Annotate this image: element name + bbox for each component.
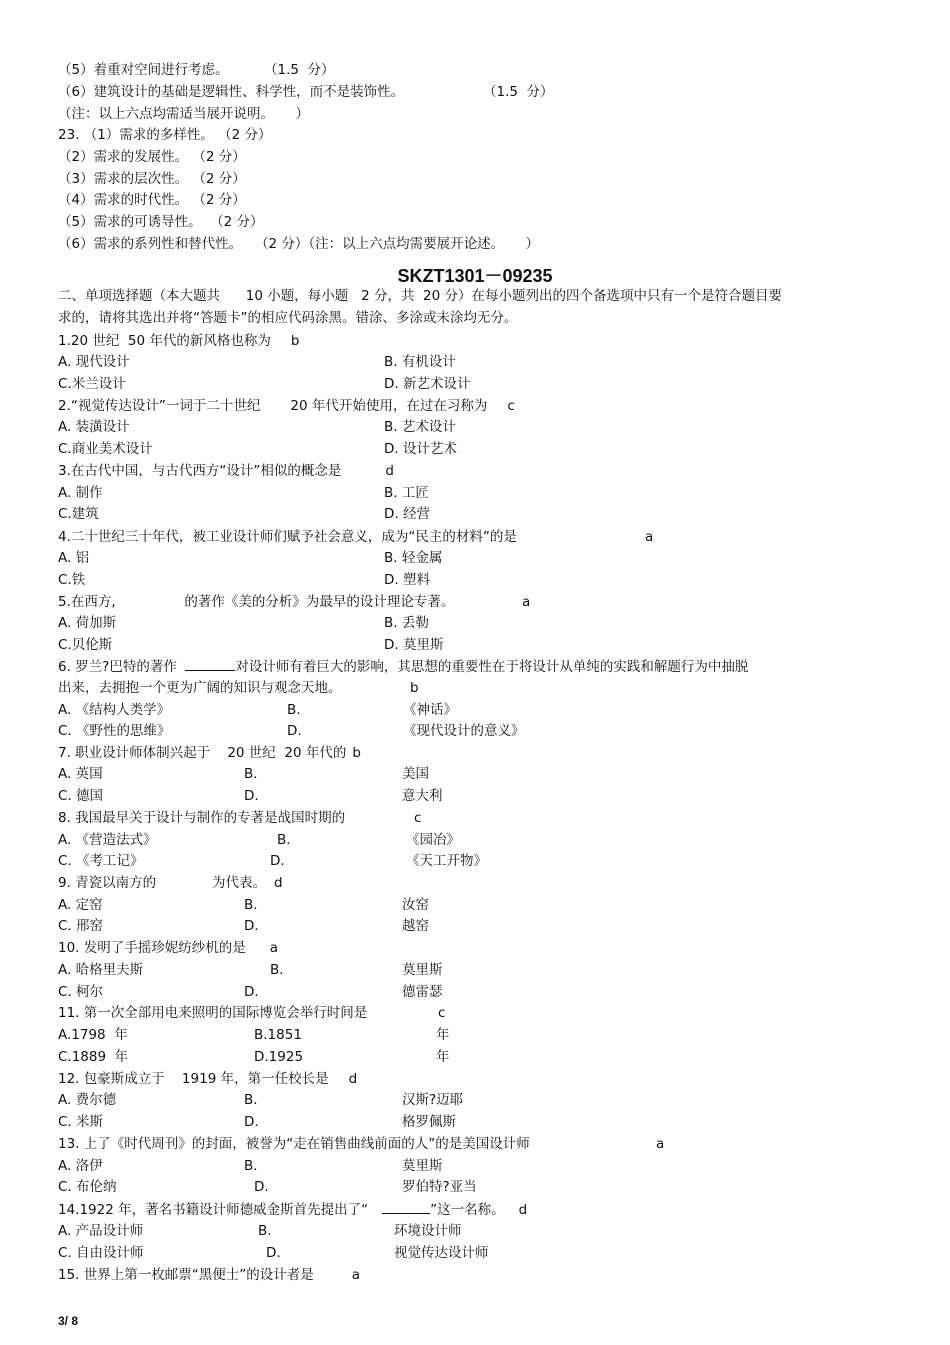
question-stem: 出来，去拥抱一个更为广阔的知识与观念天地。 b [58, 680, 419, 696]
option-row: A. 《结构人类学》 B. 《神话》 [58, 702, 457, 718]
question-stem: 11. 第一次全部用电来照明的国际博览会举行时间是 c [58, 1005, 446, 1021]
text-line [58, 62, 335, 78]
answer-mark: a [351, 1267, 361, 1283]
text: （6）建筑设计的基础是逻辑性、科学性，而不是装饰性。 [58, 84, 405, 100]
question-stem: 7. 职业设计师体制兴起于 20 世纪 20 年代的 b [58, 745, 361, 761]
option-row: C. 德国 D. 意大利 [58, 788, 443, 804]
option-row: A. 装潢设计 B. 艺术设计 [58, 419, 456, 435]
question-stem: 2.“视觉传达设计”一词于二十世纪 20 年代开始使用，在过在习称为 c [58, 398, 515, 414]
option-row: A. 《营造法式》 B. 《园冶》 [58, 832, 460, 848]
option-row: A. 铝 B. 轻金属 [58, 550, 443, 566]
question-stem: 4.二十世纪三十年代，被工业设计师们赋予社会意义，成为“民主的材料”的是 a [58, 529, 654, 545]
score: （1.5 分） [264, 62, 335, 78]
text-line: （6）需求的系列性和替代性。 （2 分）（注：以上六点均需要展开论述。 ） [58, 236, 540, 252]
option-row: A. 产品设计师 B. 环境设计师 [58, 1223, 462, 1239]
option-row: C.1889 年 D.1925 年 [58, 1049, 450, 1065]
question-stem: 1.20 世纪 50 年代的新风格也称为 b [58, 333, 300, 349]
question-stem: 6. 罗兰?巴特的著作 对设计师有着巨大的影响，其思想的重要性在于将设计从单纯的实践和解题行为中抽脱 [58, 659, 749, 675]
answer-mark: d [385, 463, 394, 479]
option-row: C.贝伦斯 D. 莫里斯 [58, 637, 444, 653]
section-title: SKZT1301－09235 [397, 266, 553, 286]
option-row: A. 现代设计 B. 有机设计 [58, 354, 456, 370]
text-line: （注：以上六点均需适当展开说明。 ） [58, 106, 309, 122]
question-stem: 9. 青瓷以南方的 为代表。 d [58, 875, 283, 891]
option-row: A.1798 年 B.1851 年 [58, 1027, 450, 1043]
score: （1.5 分） [483, 84, 554, 100]
option-row: A. 荷加斯 B. 丢勒 [58, 615, 429, 631]
fill-blank [185, 658, 235, 671]
question-stem: 3.在古代中国，与古代西方“设计”相似的概念是 d [58, 463, 394, 479]
answer-mark: b [410, 680, 419, 696]
option-row: C. 邢窑 D. 越窑 [58, 918, 429, 934]
text-line: （3）需求的层次性。 （2 分） [58, 171, 246, 187]
answer-mark: a [645, 529, 654, 545]
answer-mark: d [518, 1202, 528, 1218]
answer-mark: d [348, 1071, 358, 1087]
text-line: （2）需求的发展性。 （2 分） [58, 149, 246, 165]
question-stem: 5.在西方, 的著作《美的分析》为最早的设计理论专著。 a [58, 594, 531, 610]
question-stem: 10. 发明了手摇珍妮纺纱机的是 a [58, 940, 279, 956]
option-row: C. 布伦纳 D. 罗伯特?亚当 [58, 1179, 477, 1195]
answer-mark: b [352, 745, 361, 761]
option-row: C.米兰设计 D. 新艺术设计 [58, 376, 471, 392]
question-stem: 12. 包豪斯成立于 1919 年，第一任校长是 d [58, 1071, 358, 1087]
option-row: C. 自由设计师 D. 视觉传达设计师 [58, 1245, 489, 1261]
option-row: A. 英国 B. 美国 [58, 766, 429, 782]
section-intro: 二、单项选择题（本大题共 10 小题，每小题 2 分，共 20 分）在每小题列出的四个备选项中只有一个是符合题目要 [58, 288, 783, 304]
text-line [58, 84, 554, 100]
option-row: C.建筑 D. 经营 [58, 506, 430, 522]
option-row: C. 米斯 D. 格罗佩斯 [58, 1114, 456, 1130]
answer-mark: a [522, 594, 531, 610]
option-row: A. 洛伊 B. 莫里斯 [58, 1158, 443, 1174]
answer-mark: c [438, 1005, 446, 1021]
answer-mark: a [656, 1136, 665, 1152]
answer-mark: c [507, 398, 515, 414]
text-line: （4）需求的时代性。 （2 分） [58, 192, 246, 208]
section-intro: 求的，请将其选出并将“答题卡”的相应代码涂黑。错涂、多涂或未涂均无分。 [58, 310, 518, 326]
answer-mark: c [414, 810, 422, 826]
option-row: C. 《野性的思维》 D. 《现代设计的意义》 [58, 723, 525, 739]
text: （5）着重对空间进行考虑。 [58, 62, 229, 78]
answer-mark: b [290, 333, 300, 349]
option-row: A. 制作 B. 工匠 [58, 485, 429, 501]
option-row: C. 柯尔 D. 德雷瑟 [58, 984, 443, 1000]
option-row: A. 哈格里夫斯 B. 莫里斯 [58, 962, 443, 978]
question-stem: 13. 上了《时代周刊》的封面，被誉为“走在销售曲线前面的人”的是美国设计师 a [58, 1136, 665, 1152]
question-stem: 14.1922 年，著名书籍设计师德威金斯首先提出了“ ”这一名称。 d [58, 1202, 528, 1218]
page-number: 3/ 8 [58, 1314, 79, 1328]
text-line: 23. （1）需求的多样性。 （2 分） [58, 127, 272, 143]
question-stem: 15. 世界上第一枚邮票“黑便士”的设计者是 a [58, 1267, 361, 1283]
option-row: C.铁 D. 塑料 [58, 572, 430, 588]
option-row: C. 《考工记》 D. 《天工开物》 [58, 853, 487, 869]
option-row: A. 费尔德 B. 汉斯?迈耶 [58, 1092, 464, 1108]
fill-blank [382, 1201, 430, 1214]
option-row: A. 定窑 B. 汝窑 [58, 897, 429, 913]
option-row: C.商业美术设计 D. 设计艺术 [58, 441, 457, 457]
text-line: （5）需求的可诱导性。 （2 分） [58, 214, 264, 230]
question-stem: 8. 我国最早关于设计与制作的专著是战国时期的 c [58, 810, 422, 826]
answer-mark: d [273, 875, 283, 891]
answer-mark: a [269, 940, 279, 956]
